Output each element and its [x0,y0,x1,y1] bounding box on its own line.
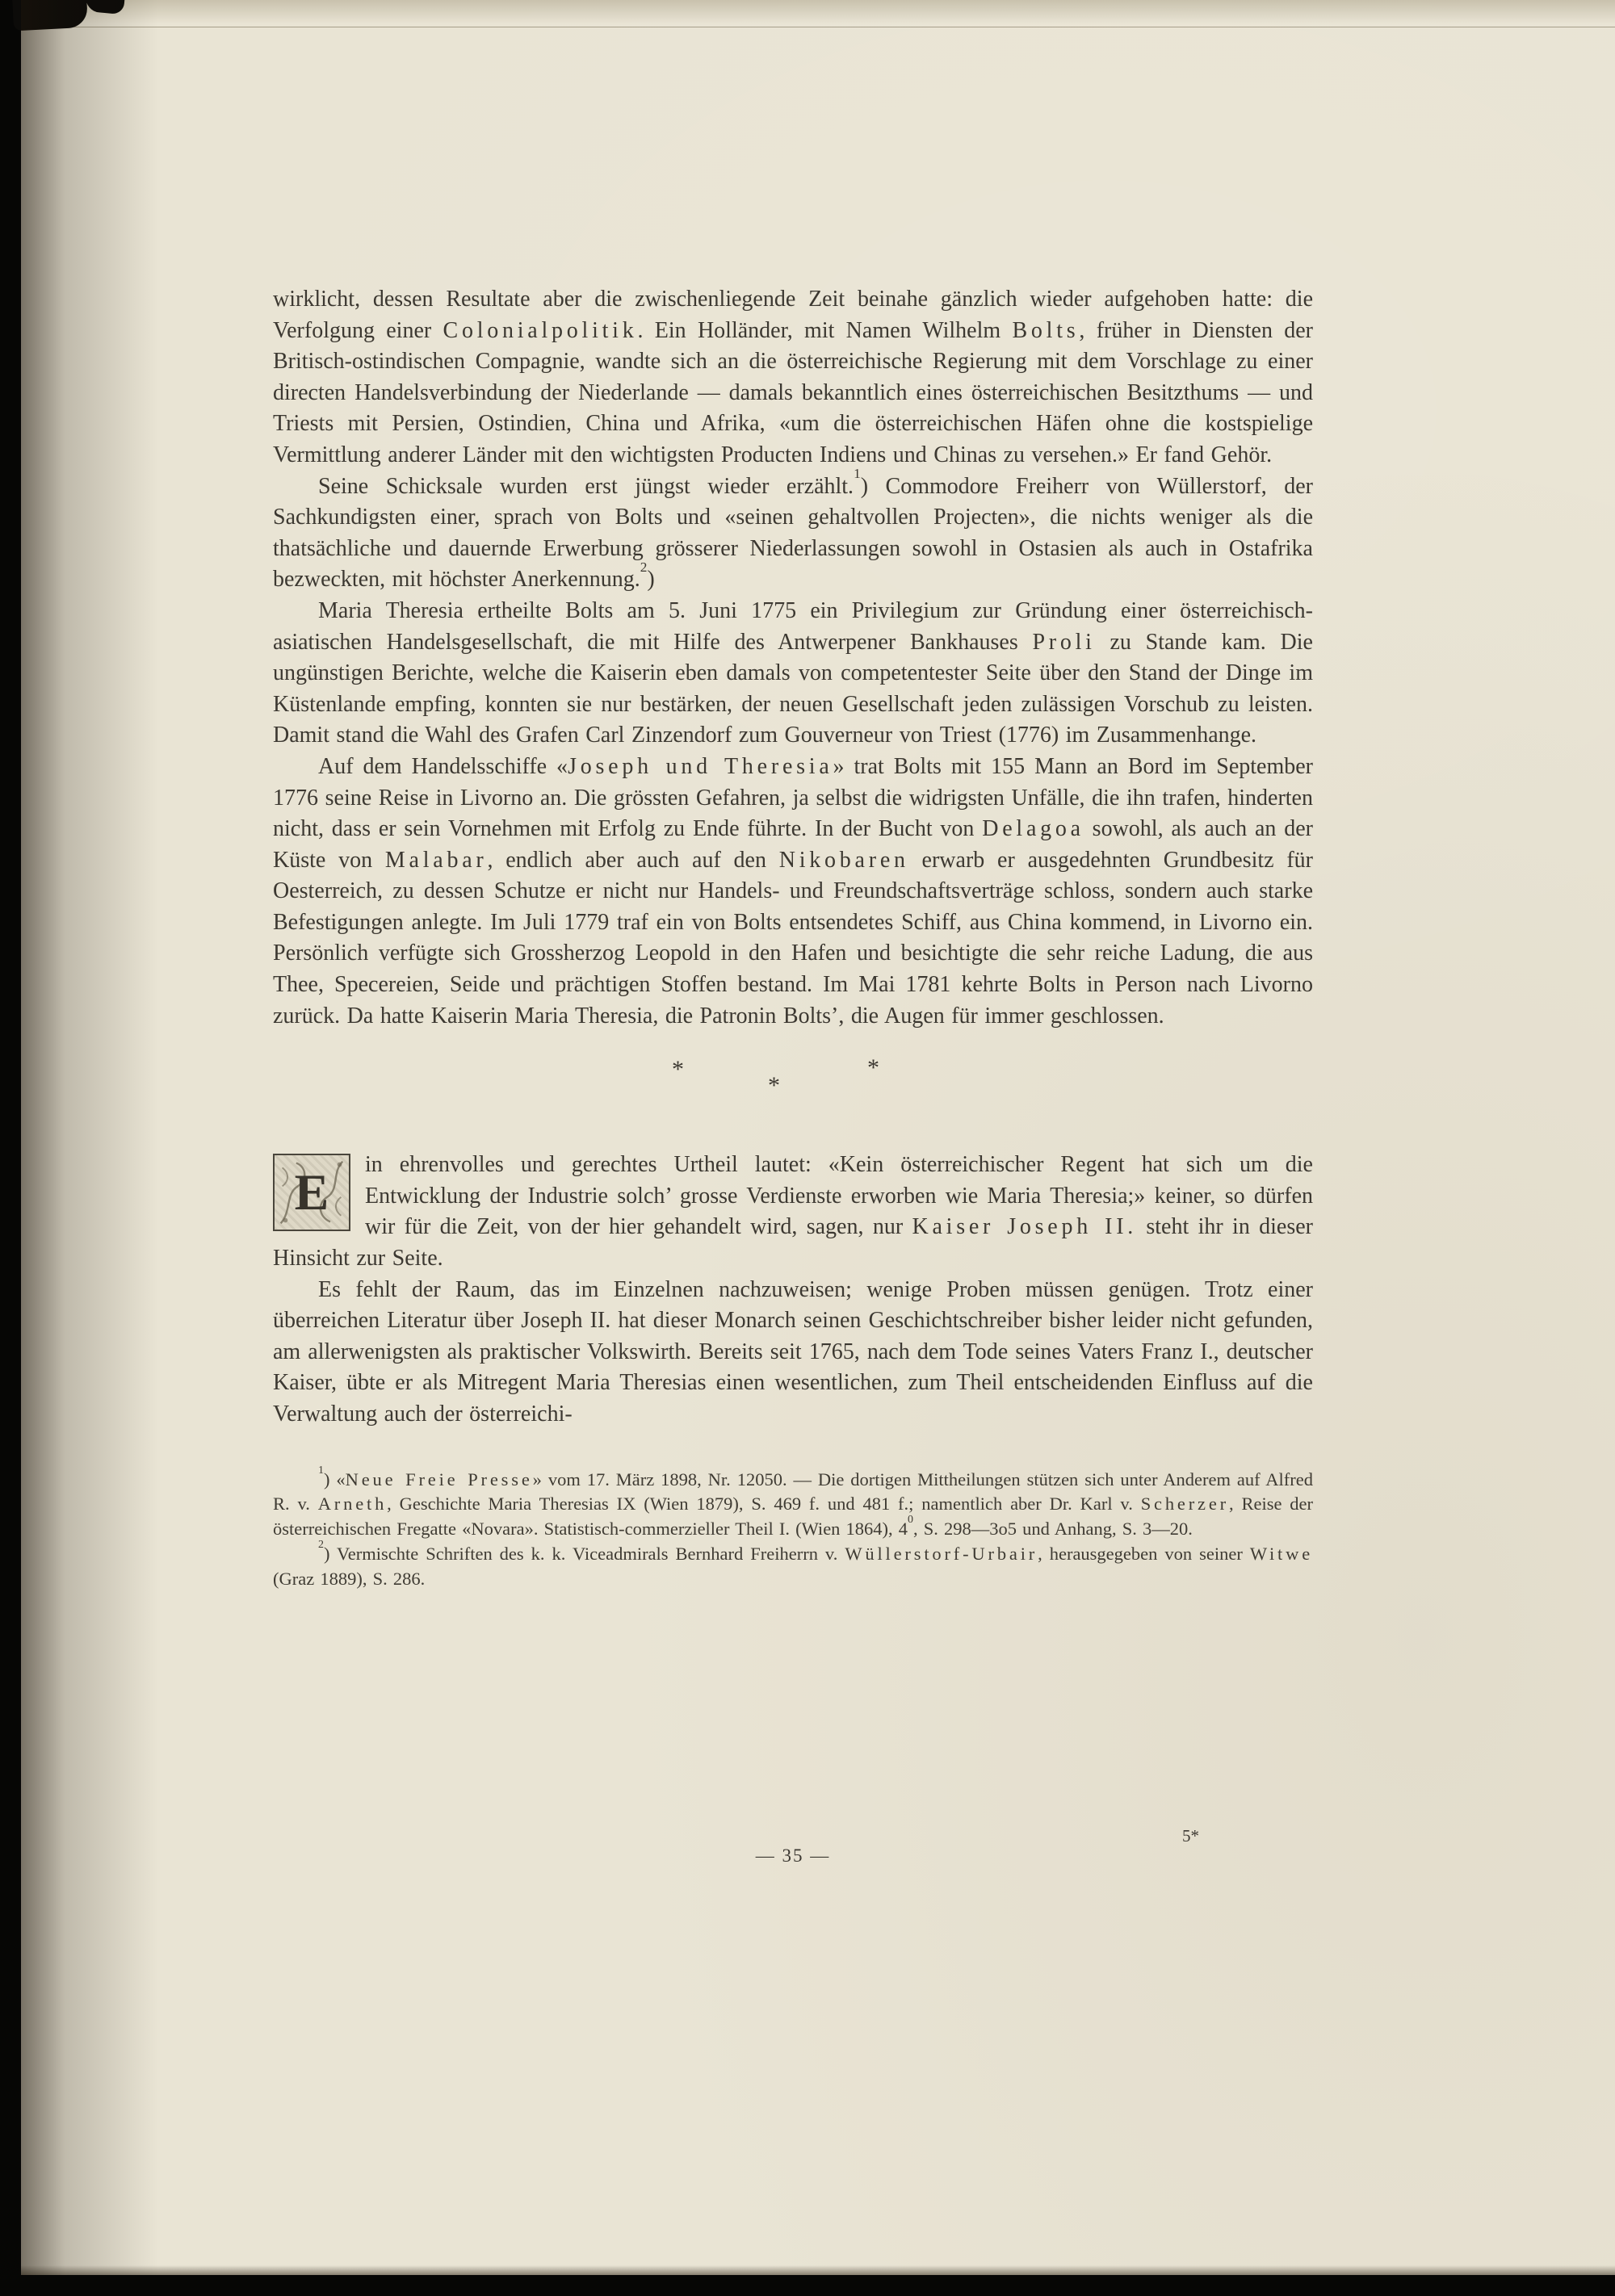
footnote: $^1$) «Neue Freie Presse» vom 17. März 1898, Nr. 12050. — Die dortigen Mittheilungen stützen sich unter Anderem auf Alfred R. v. Arneth, Geschichte Maria Theresias IX (Wien 1879), S. 469 f. und 481 f.; namentlich aber Dr. Karl v. Scherzer, Reise der österreichischen Fregatte «Novara». Statistisch-commerzieller Theil I. (Wien 1864), $4^0$, S. 298—3o5 und Anhang, S. 3—20. [273,1464,1314,1540]
asterisk: * [768,1072,780,1100]
asterisk: * [867,1054,879,1082]
paragraph: wirklicht, dessen Resultate aber die zwischenliegende Zeit beinahe gänzlich wieder aufgehoben hatte: die Verfolgung einer Colonialpolitik. Ein Holländer, mit Namen Wilhelm Bolts, früher in Diensten der Britisch-ostindischen Compagnie, wandte sich an die österreichische Regierung mit dem Vorschlage zu einer directen Handelsverbindung der Niederlande — damals bekanntlich eines österreichischen Besitzthums — und Triests mit Persien, Ostindien, China und Afrika, «um die österreichischen Häfen ohne die kostspielige Vermittlung anderer Länder mit den wichtigsten Producten Indiens und Chinas zu versehen.» Er fand Gehör. [273,287,1314,467]
signature-mark: 5* [1182,1826,1199,1846]
page-number: — 35 — [755,1846,831,1866]
scan-artifact [85,0,125,15]
decorative-initial-box [273,1154,350,1231]
paragraph-text: in ehrenvolles und gerechtes Urtheil lautet: «Kein österreichischer Regent hat sich um die Entwicklung der Industrie solch’ grosse Verdienste erworben wie Maria Theresia;» keiner, so dürfen wir für die Zeit, von der hier gehandelt wird, sagen, nur Kaiser Joseph II. steht ihr in dieser Hinsicht zur Seite. [273,1152,1314,1272]
paragraph: Auf dem Handelsschiffe «Joseph und Theresia» trat Bolts mit 155 Mann an Bord im September 1776 seine Reise in Livorno an. Die grössten Gefahren, ja selbst die widrigsten Unfälle, die ihn trafen, hinderten nicht, dass er sein Vornehmen mit Erfolg zu Ende führte. In der Bucht von Delagoa sowohl, als auch an der Küste von Malabar, endlich aber auch auf den Nikobaren erwarb er ausgedehnten Grundbesitz für Oesterreich, zu dessen Schutze er nicht nur Handels- und Freundschaftsverträge schloss, sondern auch starke Befestigungen anlegte. Im Juli 1779 traf ein von Bolts entsendetes Schiff, aus China kommend, in Livorno ein. Persönlich verfügte sich Grossherzog Leopold in den Hafen und besichtigte die sehr reiche Ladung, die aus Thee, Specereien, Seide und prächtigen Stoffen bestand. Im Mai 1781 kehrte Bolts in Person nach Livorno zurück. Da hatte Kaiserin Maria Theresia, die Patronin Bolts’, die Augen für immer geschlossen. [273,753,1314,1029]
footnote: $^2$) Vermischte Schriften des k. k. Viceadmirals Bernhard Freiherrn v. Wüllerstorf-Urbair, herausgegeben von seiner Witwe (Graz 1889), S. 286. [273,1539,1314,1589]
asterisk: * [672,1056,684,1083]
scan-artifact [12,0,88,31]
section-separator [273,1053,1313,1122]
paragraph: Seine Schicksale wurden erst jüngst wieder erzählt.$^1$) Commodore Freiherr von Wüllerstorf, der Sachkundigsten einer, sprach von Bolts und «seinen gehaltvollen Projecten», die nichts weniger als die thatsächliche und dauernde Erwerbung grösserer Niederlassungen sowohl in Ostasien als auch in Ostafrika bezweckten, mit höchster Anerkennung.$^2$) [273,466,1313,593]
binding-gutter-shadow [21,0,158,2275]
paragraph: Maria Theresia ertheilte Bolts am 5. Juni 1775 ein Privilegium zur Gründung einer österreichisch-asiatischen Handelsgesellschaft, die mit Hilfe des Antwerpener Bankhauses Proli zu Stande kam. Die ungünstigen Berichte, welche die Kaiserin eben damals von competentester Seite über den Stand der Dinge im Küstenlande empfing, konnten sie nur bestärken, der neuen Gesellschaft jeden zulässigen Vorschub zu leisten. Damit stand die Wahl des Grafen Carl Zinzendorf zum Gouverneur von Triest (1776) im Zusammenhange. [273,597,1313,748]
paper [21,0,1615,2275]
paragraph-with-dropcap [273,1150,1313,1274]
text-column [273,284,1313,1592]
footnotes-block [273,1464,1314,1592]
paragraph: Es fehlt der Raum, das im Einzelnen nachzuweisen; wenige Proben müssen genügen. Trotz einer überreichen Literatur über Joseph II. hat dieser Monarch seinen Geschichtschreiber bisher leider nicht gefunden, am allerwenigsten als praktischer Volkswirth. Bereits seit 1765, nach dem Tode seines Vaters Franz I., deutscher Kaiser, übte er als Mitregent Maria Theresias einen wesentlichen, zum Theil entscheidenden Einfluss auf die Verwaltung auch der österreichi- [273,1276,1313,1427]
dropcap-letter: E [294,1163,329,1221]
page-bottom-edge [21,2265,1615,2275]
page-top-edge [21,0,1615,27]
